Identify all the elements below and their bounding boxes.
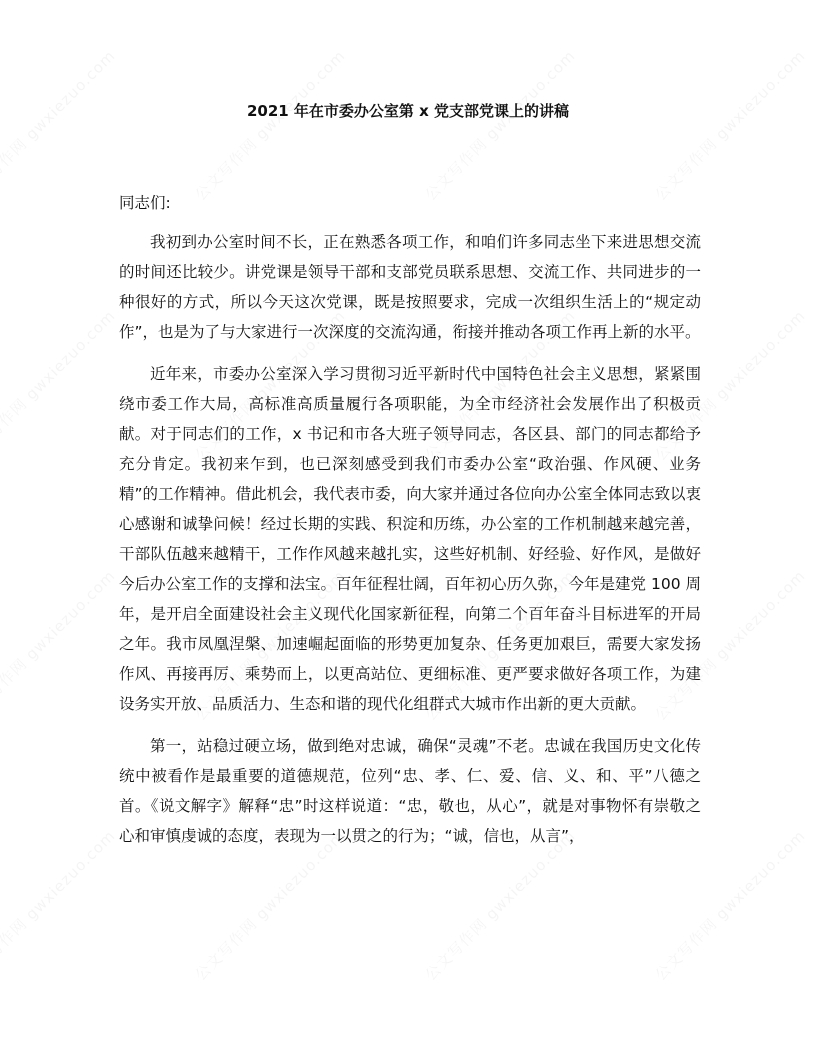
watermark: [0, 825, 120, 985]
paragraph: 第一，站稳过硬立场，做到绝对忠诚，确保“灵魂”不老。忠诚在我国历史文化传统中被看作是最重要的道德规范，位列“忠、孝、仁、爱、信、义、和、平”八德之首。《说文解字》解释“忠”时这样说道：“忠，敬也，从心”，就是对事物怀有崇敬之心和审慎虔诚的态度，表现为一以贯之的行为；“诚，信也，从言”，: [119, 737, 701, 845]
paragraph: 我初到办公室时间不长，正在熟悉各项工作，和咱们许多同志坐下来进思想交流的时间还比较少。讲党课是领导干部和支部党员联系思想、交流工作、共同进步的一种很好的方式，所以今天这次党课，既是按照要求，完成一次组织生活上的“规定动作”，也是为了与大家进行一次深度的交流沟通，衔接并推动各项工作再上新的水平。: [119, 233, 701, 341]
salutation: 同志们:: [119, 194, 171, 212]
watermark: [0, 305, 120, 465]
watermark: [420, 45, 580, 205]
paragraph: 近年来，市委办公室深入学习贯彻习近平新时代中国特色社会主义思想，紧紧围绕市委工作大局，高标准高质量履行各项职能，为全市经济社会发展作出了积极贡献。对于同志们的工作，x 书记和市各大班子领导同志，各区县、部门的同志都给予充分肯定。我初来乍到，也已深刻感受到我们市委办公室“政治强、作风硬、业务精”的工作精神。借此机会，我代表市委，向大家并通过各位向办公室全体同志致以衷心感谢和诚挚问候！经过长期的实践、积淀和历练，办公室的工作机制越来越完善，干部队伍越来越精干，工作作风越来越扎实，这些好机制、好经验、好作风，是做好今后办公室工作的支撑和法宝。百年征程壮阔，百年初心历久弥，今年是建党 100 周年，是开启全面建设社会主义现代化国家新征程，向第二个百年奋斗目标进军的开局之年。我市凤凰涅槃、加速崛起面临的形势更加复杂、任务更加艰巨，需要大家发扬作风、再接再厉、乘势而上，以更高站位、更细标准、更严要求做好各项工作，为建设务实开放、品质活力、生态和谐的现代化组群式大城市作出新的更大贡献。: [119, 365, 701, 713]
document-body: [119, 187, 701, 863]
watermark: [650, 45, 810, 205]
watermark: [0, 45, 120, 205]
watermark: [0, 565, 120, 725]
document-title: 2021 年在市委办公室第 x 党支部党课上的讲稿: [246, 102, 570, 120]
watermark: [190, 45, 350, 205]
